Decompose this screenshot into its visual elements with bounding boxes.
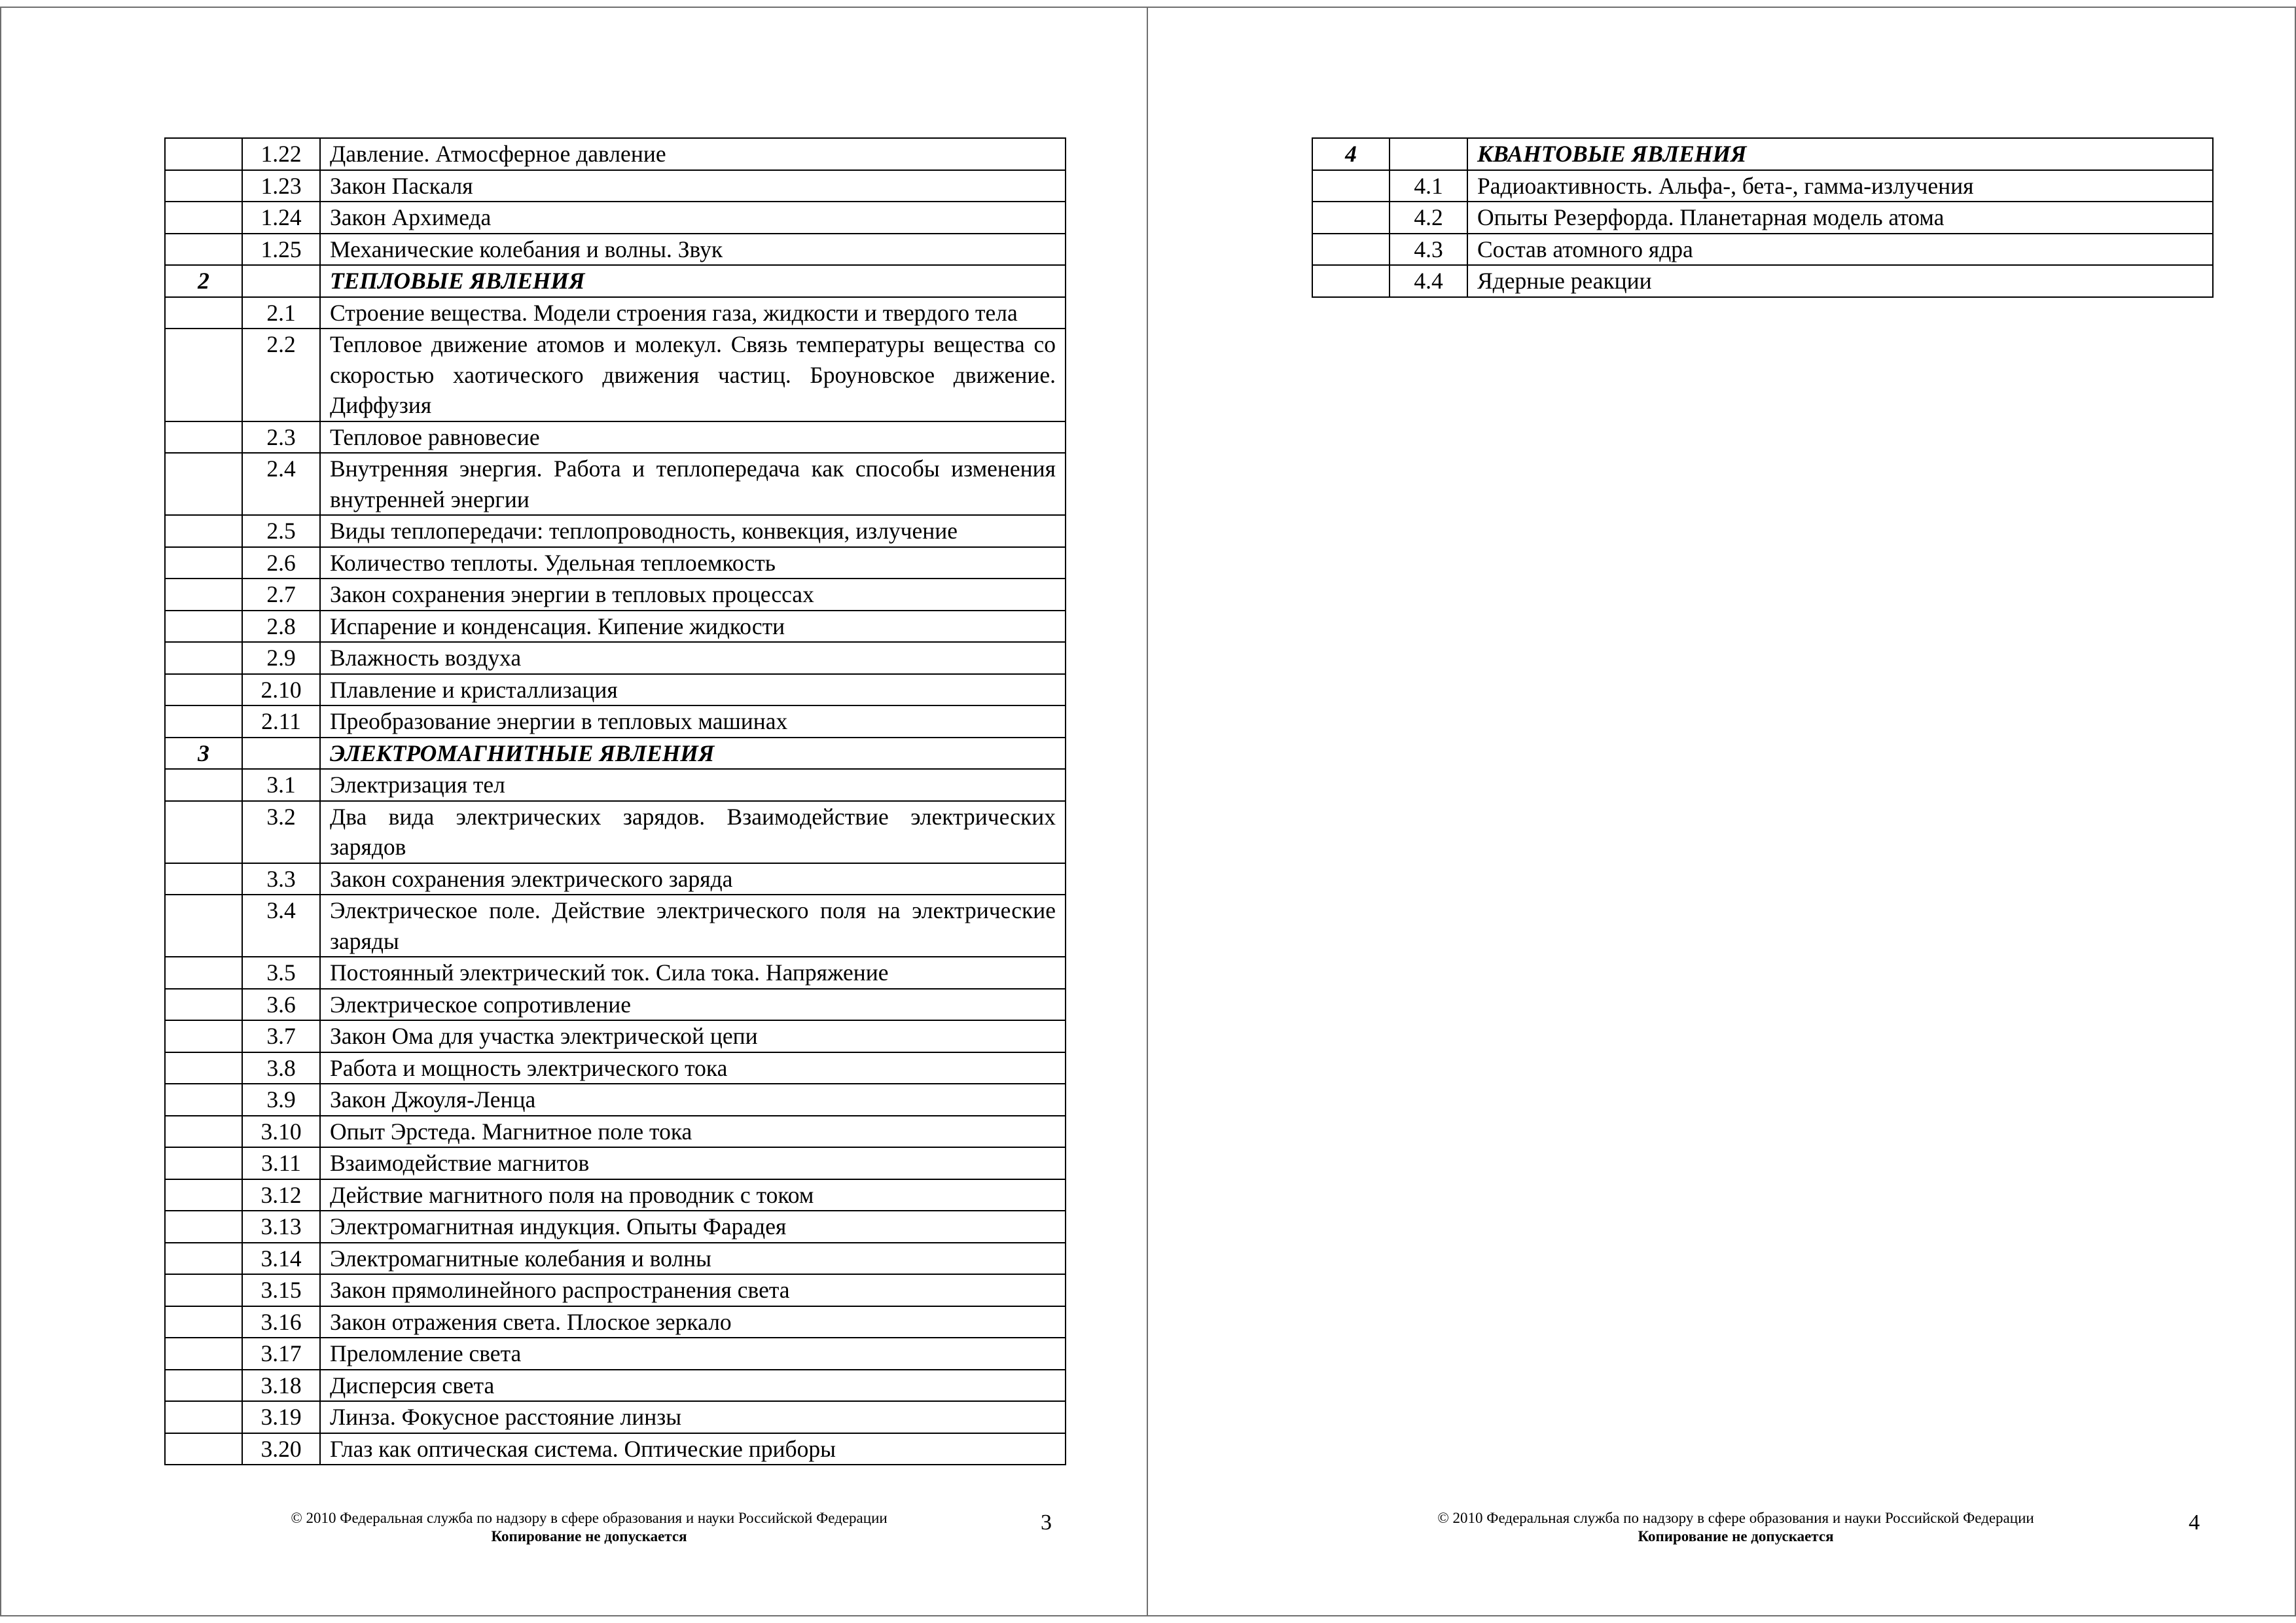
element-code-cell: 3.17	[242, 1338, 320, 1370]
element-code-cell	[1390, 138, 1467, 170]
element-code-cell: 1.22	[242, 138, 320, 170]
section-number-cell	[1312, 265, 1390, 297]
topic-cell: Внутренняя энергия. Работа и теплопередача как способы изменения внутренней энергии	[320, 453, 1066, 515]
section-number-cell	[165, 1401, 242, 1433]
topic-cell: Закон Ома для участка электрической цепи	[320, 1020, 1066, 1052]
topic-cell: Закон сохранения электрического заряда	[320, 863, 1066, 895]
section-number-cell	[165, 1084, 242, 1116]
topic-cell: Закон сохранения энергии в тепловых процессах	[320, 579, 1066, 611]
table-row	[165, 1211, 1066, 1243]
section-number-cell	[165, 453, 242, 515]
section-number-cell	[165, 1147, 242, 1179]
table-row	[165, 1179, 1066, 1211]
element-code-cell: 2.1	[242, 297, 320, 329]
element-code-cell: 2.7	[242, 579, 320, 611]
element-code-cell: 3.2	[242, 801, 320, 863]
section-heading-row	[165, 738, 1066, 770]
element-code-cell: 2.2	[242, 329, 320, 421]
table-row	[165, 674, 1066, 706]
table-row	[1312, 234, 2213, 266]
table-row	[165, 1147, 1066, 1179]
left-page-footer	[216, 1509, 962, 1546]
element-code-cell	[242, 738, 320, 770]
section-number-cell	[165, 234, 242, 266]
footer-copyright: © 2010 Федеральная служба по надзору в сфере образования и науки Российской Федерации	[1437, 1510, 2034, 1526]
section-number-cell	[1312, 202, 1390, 234]
section-number-cell	[165, 642, 242, 674]
topic-cell: Закон Архимеда	[320, 202, 1066, 234]
table-row	[165, 1020, 1066, 1052]
table-row	[165, 957, 1066, 989]
element-code-cell: 3.5	[242, 957, 320, 989]
section-number-cell	[165, 1274, 242, 1306]
left-page-codifier-table	[164, 137, 1066, 1465]
element-code-cell: 4.1	[1390, 170, 1467, 202]
element-code-cell: 3.4	[242, 895, 320, 957]
element-code-cell: 1.23	[242, 170, 320, 202]
section-number-cell: 4	[1312, 138, 1390, 170]
topic-cell: Радиоактивность. Альфа-, бета-, гамма-излучения	[1467, 170, 2213, 202]
table-row	[165, 863, 1066, 895]
table-row	[165, 769, 1066, 801]
element-code-cell: 2.9	[242, 642, 320, 674]
footer-copy-note: Копирование не допускается	[1638, 1528, 1834, 1544]
element-code-cell: 3.7	[242, 1020, 320, 1052]
section-number-cell	[165, 1052, 242, 1084]
table-row	[165, 1306, 1066, 1338]
section-number-cell: 2	[165, 265, 242, 297]
footer-copyright: © 2010 Федеральная служба по надзору в сфере образования и науки Российской Федерации	[291, 1510, 888, 1526]
table-row	[1312, 202, 2213, 234]
element-code-cell: 3.3	[242, 863, 320, 895]
topic-cell: Опыты Резерфорда. Планетарная модель атома	[1467, 202, 2213, 234]
section-number-cell	[165, 863, 242, 895]
section-number-cell	[165, 579, 242, 611]
table-row	[165, 138, 1066, 170]
topic-cell: Плавление и кристаллизация	[320, 674, 1066, 706]
element-code-cell: 3.10	[242, 1116, 320, 1148]
section-number-cell	[165, 769, 242, 801]
left-page-number: 3	[1041, 1510, 1052, 1535]
table-row	[165, 642, 1066, 674]
topic-cell: Давление. Атмосферное давление	[320, 138, 1066, 170]
element-code-cell: 4.3	[1390, 234, 1467, 266]
table-row	[165, 453, 1066, 515]
topic-cell: Действие магнитного поля на проводник с током	[320, 1179, 1066, 1211]
section-number-cell	[165, 801, 242, 863]
element-code-cell: 2.4	[242, 453, 320, 515]
element-code-cell: 3.1	[242, 769, 320, 801]
topic-cell: Опыт Эрстеда. Магнитное поле тока	[320, 1116, 1066, 1148]
section-number-cell	[165, 1179, 242, 1211]
topic-cell: Ядерные реакции	[1467, 265, 2213, 297]
section-number-cell	[165, 547, 242, 579]
table-row	[165, 1116, 1066, 1148]
section-heading-row	[1312, 138, 2213, 170]
table-row	[165, 1052, 1066, 1084]
topic-cell: Закон отражения света. Плоское зеркало	[320, 1306, 1066, 1338]
topic-cell: Тепловое равновесие	[320, 421, 1066, 454]
table-row	[165, 421, 1066, 454]
section-number-cell	[165, 1370, 242, 1402]
topic-cell: Строение вещества. Модели строения газа, жидкости и твердого тела	[320, 297, 1066, 329]
table-row	[165, 329, 1066, 421]
topic-cell: Электромагнитная индукция. Опыты Фарадея	[320, 1211, 1066, 1243]
element-code-cell: 3.14	[242, 1243, 320, 1275]
table-row	[165, 547, 1066, 579]
topic-cell: Количество теплоты. Удельная теплоемкость	[320, 547, 1066, 579]
element-code-cell: 3.8	[242, 1052, 320, 1084]
topic-cell: Электромагнитные колебания и волны	[320, 1243, 1066, 1275]
element-code-cell: 3.6	[242, 989, 320, 1021]
table-row	[165, 1338, 1066, 1370]
element-code-cell: 3.9	[242, 1084, 320, 1116]
section-number-cell	[165, 1243, 242, 1275]
section-number-cell	[165, 421, 242, 454]
table-row	[165, 579, 1066, 611]
topic-cell: Линза. Фокусное расстояние линзы	[320, 1401, 1066, 1433]
footer-copy-note: Копирование не допускается	[491, 1528, 687, 1544]
table-row	[1312, 265, 2213, 297]
element-code-cell	[242, 265, 320, 297]
element-code-cell: 1.25	[242, 234, 320, 266]
table-row	[165, 895, 1066, 957]
topic-cell: Постоянный электрический ток. Сила тока. Напряжение	[320, 957, 1066, 989]
table-row	[165, 515, 1066, 547]
section-number-cell	[165, 895, 242, 957]
section-number-cell	[165, 1020, 242, 1052]
section-number-cell	[165, 202, 242, 234]
topic-cell: Испарение и конденсация. Кипение жидкости	[320, 611, 1066, 643]
section-number-cell	[165, 705, 242, 738]
element-code-cell: 4.2	[1390, 202, 1467, 234]
topic-cell: Закон прямолинейного распространения света	[320, 1274, 1066, 1306]
topic-cell: Механические колебания и волны. Звук	[320, 234, 1066, 266]
element-code-cell: 2.10	[242, 674, 320, 706]
topic-cell: Влажность воздуха	[320, 642, 1066, 674]
topic-cell: Работа и мощность электрического тока	[320, 1052, 1066, 1084]
element-code-cell: 3.13	[242, 1211, 320, 1243]
table-row	[165, 989, 1066, 1021]
section-number-cell	[165, 515, 242, 547]
element-code-cell: 3.12	[242, 1179, 320, 1211]
section-number-cell	[165, 1338, 242, 1370]
section-number-cell	[165, 138, 242, 170]
right-page-number: 4	[2189, 1510, 2200, 1535]
topic-cell: Дисперсия света	[320, 1370, 1066, 1402]
section-number-cell	[1312, 170, 1390, 202]
topic-cell: Виды теплопередачи: теплопроводность, конвекция, излучение	[320, 515, 1066, 547]
table-row	[165, 1370, 1066, 1402]
table-row	[165, 1243, 1066, 1275]
element-code-cell: 4.4	[1390, 265, 1467, 297]
element-code-cell: 2.3	[242, 421, 320, 454]
section-title-cell: КВАНТОВЫЕ ЯВЛЕНИЯ	[1467, 138, 2213, 170]
table-row	[1312, 170, 2213, 202]
table-row	[165, 705, 1066, 738]
table-row	[165, 1084, 1066, 1116]
element-code-cell: 1.24	[242, 202, 320, 234]
element-code-cell: 3.11	[242, 1147, 320, 1179]
table-row	[165, 170, 1066, 202]
topic-cell: Два вида электрических зарядов. Взаимодействие электрических зарядов	[320, 801, 1066, 863]
topic-cell: Преобразование энергии в тепловых машинах	[320, 705, 1066, 738]
element-code-cell: 2.8	[242, 611, 320, 643]
section-number-cell: 3	[165, 738, 242, 770]
section-number-cell	[165, 989, 242, 1021]
section-number-cell	[165, 674, 242, 706]
element-code-cell: 3.16	[242, 1306, 320, 1338]
topic-cell: Взаимодействие магнитов	[320, 1147, 1066, 1179]
right-page-codifier-table	[1312, 137, 2214, 298]
topic-cell: Закон Паскаля	[320, 170, 1066, 202]
table-row	[165, 234, 1066, 266]
topic-cell: Глаз как оптическая система. Оптические приборы	[320, 1433, 1066, 1465]
topic-cell: Состав атомного ядра	[1467, 234, 2213, 266]
section-title-cell: ЭЛЕКТРОМАГНИТНЫЕ ЯВЛЕНИЯ	[320, 738, 1066, 770]
topic-cell: Электризация тел	[320, 769, 1066, 801]
element-code-cell: 2.6	[242, 547, 320, 579]
element-code-cell: 3.19	[242, 1401, 320, 1433]
element-code-cell: 3.20	[242, 1433, 320, 1465]
table-row	[165, 202, 1066, 234]
table-row	[165, 1433, 1066, 1465]
section-number-cell	[165, 1433, 242, 1465]
topic-cell: Тепловое движение атомов и молекул. Связь температуры вещества со скоростью хаотического движения частиц. Броуновское движение. Диффузия	[320, 329, 1066, 421]
element-code-cell: 3.15	[242, 1274, 320, 1306]
topic-cell: Преломление света	[320, 1338, 1066, 1370]
section-number-cell	[165, 1211, 242, 1243]
element-code-cell: 3.18	[242, 1370, 320, 1402]
element-code-cell: 2.5	[242, 515, 320, 547]
topic-cell: Электрическое поле. Действие электрического поля на электрические заряды	[320, 895, 1066, 957]
section-number-cell	[165, 957, 242, 989]
section-heading-row	[165, 265, 1066, 297]
element-code-cell: 2.11	[242, 705, 320, 738]
right-page-footer	[1363, 1509, 2109, 1546]
topic-cell: Закон Джоуля-Ленца	[320, 1084, 1066, 1116]
table-row	[165, 1274, 1066, 1306]
section-number-cell	[165, 1116, 242, 1148]
section-number-cell	[165, 1306, 242, 1338]
table-row	[165, 1401, 1066, 1433]
topic-cell: Электрическое сопротивление	[320, 989, 1066, 1021]
section-number-cell	[1312, 234, 1390, 266]
table-row	[165, 297, 1066, 329]
section-number-cell	[165, 170, 242, 202]
section-number-cell	[165, 611, 242, 643]
table-row	[165, 801, 1066, 863]
table-row	[165, 611, 1066, 643]
section-number-cell	[165, 329, 242, 421]
section-title-cell: ТЕПЛОВЫЕ ЯВЛЕНИЯ	[320, 265, 1066, 297]
section-number-cell	[165, 297, 242, 329]
